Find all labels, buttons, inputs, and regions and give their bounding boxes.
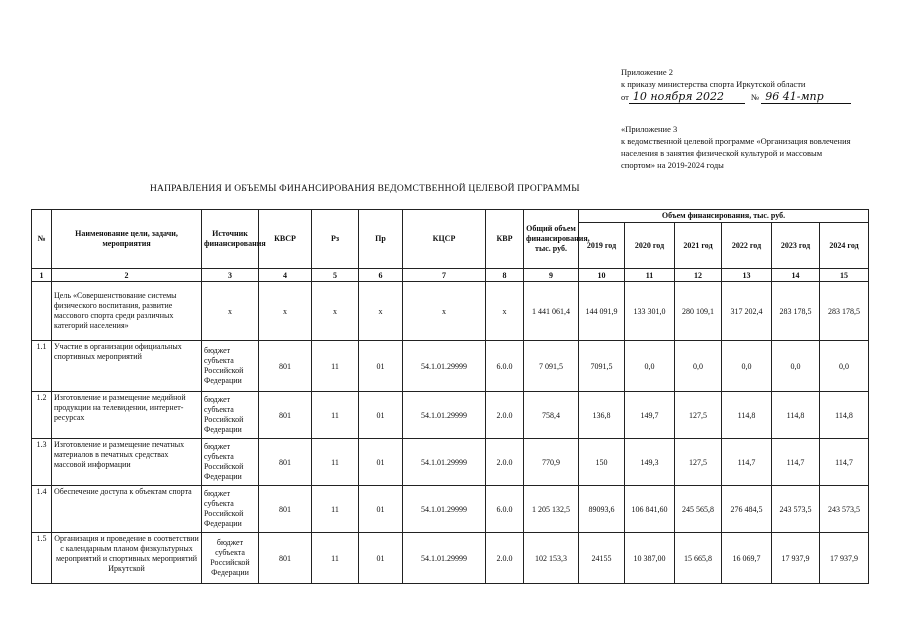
col-number: 1 bbox=[32, 269, 52, 282]
col-header-2019: 2019 год bbox=[579, 223, 625, 269]
col-header-2022: 2022 год bbox=[722, 223, 772, 269]
cell-kcsr: 54.1.01.29999 bbox=[403, 341, 486, 392]
cell-2023: 114,7 bbox=[772, 439, 820, 486]
cell-2019: 150 bbox=[579, 439, 625, 486]
col-header-funding-group: Объем финансирования, тыс. руб. bbox=[579, 210, 869, 223]
cell-pr: 01 bbox=[359, 392, 403, 439]
col-header-kvsr: КВСР bbox=[259, 210, 312, 269]
cell-total: 7 091,5 bbox=[524, 341, 579, 392]
cell-kvsr: x bbox=[259, 282, 312, 341]
cell-kvsr: 801 bbox=[259, 533, 312, 584]
col-header-2020: 2020 год bbox=[625, 223, 675, 269]
col-header-2021: 2021 год bbox=[675, 223, 722, 269]
col-number: 12 bbox=[675, 269, 722, 282]
date-prefix: от bbox=[621, 92, 629, 102]
col-header-num: № bbox=[32, 210, 52, 269]
cell-rz: 11 bbox=[312, 533, 359, 584]
cell-2023: 17 937,9 bbox=[772, 533, 820, 584]
cell-pr: 01 bbox=[359, 533, 403, 584]
cell-source: бюджет субъекта Российской Федерации bbox=[202, 341, 259, 392]
cell-pr: x bbox=[359, 282, 403, 341]
cell-total: 102 153,3 bbox=[524, 533, 579, 584]
cell-total: 1 441 061,4 bbox=[524, 282, 579, 341]
cell-2021: 280 109,1 bbox=[675, 282, 722, 341]
cell-name: Обеспечение доступа к объектам спорта bbox=[52, 486, 202, 533]
col-number: 15 bbox=[820, 269, 869, 282]
number-prefix: № bbox=[750, 92, 760, 102]
cell-2019: 7091,5 bbox=[579, 341, 625, 392]
cell-kvr: 2.0.0 bbox=[486, 392, 524, 439]
col-number: 13 bbox=[722, 269, 772, 282]
col-header-total: Общий объем финансирования, тыс. руб. bbox=[524, 210, 579, 269]
table-row bbox=[32, 341, 869, 392]
col-header-kcsr: КЦСР bbox=[403, 210, 486, 269]
cell-num: 1.4 bbox=[32, 486, 52, 533]
order-date-number-line bbox=[621, 90, 851, 104]
table-row bbox=[32, 439, 869, 486]
col-number: 2 bbox=[52, 269, 202, 282]
program-appendix-header bbox=[621, 123, 851, 171]
cell-2024: 114,7 bbox=[820, 439, 869, 486]
cell-2023: 283 178,5 bbox=[772, 282, 820, 341]
cell-source: бюджет субъекта Российской Федерации bbox=[202, 439, 259, 486]
cell-kvsr: 801 bbox=[259, 341, 312, 392]
cell-num bbox=[32, 282, 52, 341]
col-header-kvr: КВР bbox=[486, 210, 524, 269]
financing-table bbox=[31, 209, 869, 584]
cell-2021: 245 565,8 bbox=[675, 486, 722, 533]
col-header-pr: Пр bbox=[359, 210, 403, 269]
col-number: 10 bbox=[579, 269, 625, 282]
order-reference: к приказу министерства спорта Иркутской области bbox=[621, 79, 806, 89]
cell-2022: 0,0 bbox=[722, 341, 772, 392]
col-number: 14 bbox=[772, 269, 820, 282]
cell-kvr: x bbox=[486, 282, 524, 341]
col-number: 11 bbox=[625, 269, 675, 282]
cell-name: Организация и проведение в соответствии с календарным планом физкультурных мероприятий и спортивных мероприятий Иркутской bbox=[52, 533, 202, 584]
cell-kvr: 6.0.0 bbox=[486, 486, 524, 533]
appendix-label: Приложение 2 bbox=[621, 67, 673, 77]
cell-kcsr: 54.1.01.29999 bbox=[403, 533, 486, 584]
cell-kvsr: 801 bbox=[259, 439, 312, 486]
cell-2019: 24155 bbox=[579, 533, 625, 584]
cell-total: 758,4 bbox=[524, 392, 579, 439]
col-header-2024: 2024 год bbox=[820, 223, 869, 269]
cell-2022: 16 069,7 bbox=[722, 533, 772, 584]
cell-kcsr: 54.1.01.29999 bbox=[403, 392, 486, 439]
cell-pr: 01 bbox=[359, 486, 403, 533]
cell-2019: 136,8 bbox=[579, 392, 625, 439]
cell-2024: 17 937,9 bbox=[820, 533, 869, 584]
cell-2020: 0,0 bbox=[625, 341, 675, 392]
col-number: 4 bbox=[259, 269, 312, 282]
cell-2020: 106 841,60 bbox=[625, 486, 675, 533]
cell-name: Цель «Совершенствование системы физического воспитания, развитие массового спорта среди различных категорий населения» bbox=[52, 282, 202, 341]
cell-2020: 133 301,0 bbox=[625, 282, 675, 341]
program-appendix-line4: спортом» на 2019-2024 годы bbox=[621, 160, 724, 170]
cell-kvr: 6.0.0 bbox=[486, 341, 524, 392]
cell-rz: 11 bbox=[312, 439, 359, 486]
cell-2024: 114,8 bbox=[820, 392, 869, 439]
cell-name: Участие в организации официальных спортивных мероприятий bbox=[52, 341, 202, 392]
cell-kcsr: x bbox=[403, 282, 486, 341]
col-number: 7 bbox=[403, 269, 486, 282]
cell-2021: 127,5 bbox=[675, 392, 722, 439]
cell-num: 1.3 bbox=[32, 439, 52, 486]
cell-2021: 0,0 bbox=[675, 341, 722, 392]
order-appendix-header bbox=[621, 66, 805, 90]
cell-2024: 283 178,5 bbox=[820, 282, 869, 341]
col-header-rz: Рз bbox=[312, 210, 359, 269]
cell-kvsr: 801 bbox=[259, 486, 312, 533]
program-appendix-line3: населения в занятия физической культурой и массовым bbox=[621, 148, 823, 158]
program-appendix-label: «Приложение 3 bbox=[621, 124, 678, 134]
cell-num: 1.2 bbox=[32, 392, 52, 439]
cell-name: Изготовление и размещение печатных материалов в печатных средствах массовой информации bbox=[52, 439, 202, 486]
cell-pr: 01 bbox=[359, 341, 403, 392]
cell-2023: 114,8 bbox=[772, 392, 820, 439]
cell-rz: 11 bbox=[312, 392, 359, 439]
cell-2020: 149,7 bbox=[625, 392, 675, 439]
cell-kvr: 2.0.0 bbox=[486, 439, 524, 486]
cell-2022: 317 202,4 bbox=[722, 282, 772, 341]
cell-source: x bbox=[202, 282, 259, 341]
table-row bbox=[32, 486, 869, 533]
col-header-name: Наименование цели, задачи, мероприятия bbox=[52, 210, 202, 269]
cell-2020: 10 387,00 bbox=[625, 533, 675, 584]
cell-2019: 144 091,9 bbox=[579, 282, 625, 341]
cell-2024: 0,0 bbox=[820, 341, 869, 392]
cell-2020: 149,3 bbox=[625, 439, 675, 486]
handwritten-order-number: 96 41-мпр bbox=[761, 90, 851, 104]
table-row-goal bbox=[32, 282, 869, 341]
col-header-source: Источник финансирования bbox=[202, 210, 259, 269]
document-title: НАПРАВЛЕНИЯ И ОБЪЕМЫ ФИНАНСИРОВАНИЯ ВЕДОМСТВЕННОЙ ЦЕЛЕВОЙ ПРОГРАММЫ bbox=[150, 184, 580, 194]
col-number: 5 bbox=[312, 269, 359, 282]
cell-2021: 127,5 bbox=[675, 439, 722, 486]
column-number-row bbox=[32, 269, 869, 282]
handwritten-date: 10 ноября 2022 bbox=[629, 90, 745, 104]
cell-2023: 0,0 bbox=[772, 341, 820, 392]
col-number: 6 bbox=[359, 269, 403, 282]
cell-rz: 11 bbox=[312, 486, 359, 533]
col-number: 3 bbox=[202, 269, 259, 282]
col-number: 9 bbox=[524, 269, 579, 282]
cell-name: Изготовление и размещение медийной продукции на телевидении, интернет-ресурсах bbox=[52, 392, 202, 439]
cell-pr: 01 bbox=[359, 439, 403, 486]
cell-2022: 114,8 bbox=[722, 392, 772, 439]
cell-2023: 243 573,5 bbox=[772, 486, 820, 533]
cell-2024: 243 573,5 bbox=[820, 486, 869, 533]
col-number: 8 bbox=[486, 269, 524, 282]
cell-kvsr: 801 bbox=[259, 392, 312, 439]
header-row-top bbox=[32, 210, 869, 223]
cell-2019: 89093,6 bbox=[579, 486, 625, 533]
cell-kvr: 2.0.0 bbox=[486, 533, 524, 584]
cell-2022: 276 484,5 bbox=[722, 486, 772, 533]
cell-rz: 11 bbox=[312, 341, 359, 392]
cell-2022: 114,7 bbox=[722, 439, 772, 486]
program-appendix-line2: к ведомственной целевой программе «Организация вовлечения bbox=[621, 136, 851, 146]
col-header-2023: 2023 год bbox=[772, 223, 820, 269]
cell-kcsr: 54.1.01.29999 bbox=[403, 486, 486, 533]
cell-total: 770,9 bbox=[524, 439, 579, 486]
cell-rz: x bbox=[312, 282, 359, 341]
cell-2021: 15 665,8 bbox=[675, 533, 722, 584]
cell-source: бюджет субъекта Российской Федерации bbox=[202, 486, 259, 533]
cell-source: бюджет субъекта Российской Федерации bbox=[202, 533, 259, 584]
cell-num: 1.1 bbox=[32, 341, 52, 392]
table-row bbox=[32, 392, 869, 439]
cell-num: 1.5 bbox=[32, 533, 52, 584]
cell-total: 1 205 132,5 bbox=[524, 486, 579, 533]
cell-kcsr: 54.1.01.29999 bbox=[403, 439, 486, 486]
table-row bbox=[32, 533, 869, 584]
cell-source: бюджет субъекта Российской Федерации bbox=[202, 392, 259, 439]
